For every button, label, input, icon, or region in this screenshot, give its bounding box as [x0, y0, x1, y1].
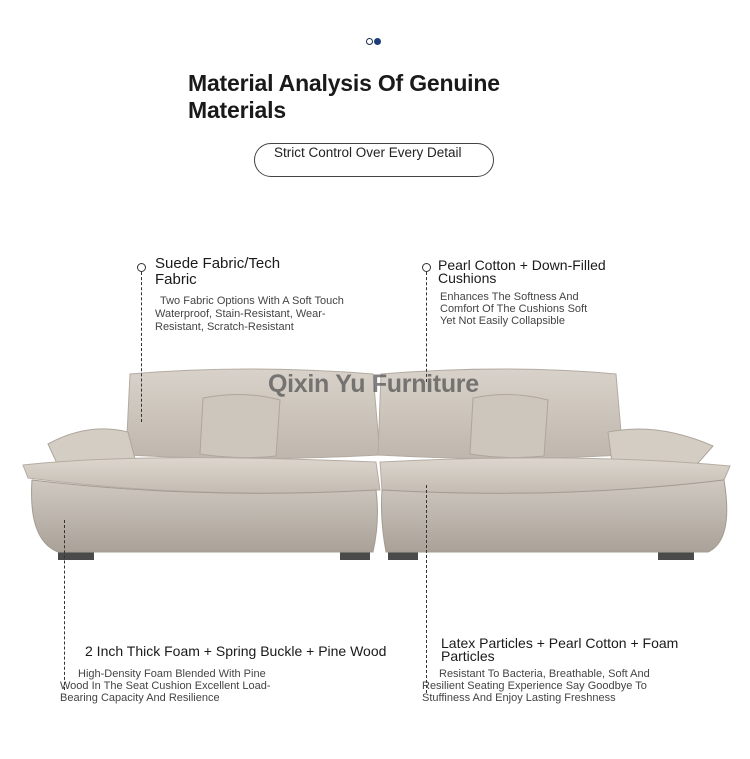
feature-title-3: 2 Inch Thick Foam + Spring Buckle + Pine Wood [85, 643, 387, 659]
pagination-dot-inactive[interactable] [366, 38, 373, 45]
pagination-dots[interactable] [366, 37, 384, 47]
feature-desc-2: Enhances The Softness And Comfort Of The Cushions Soft Yet Not Easily Collapsible [440, 291, 588, 327]
feature-line-1 [141, 272, 142, 422]
feature-desc-3: High-Density Foam Blended With Pine Wood In The Seat Cushion Excellent Load-Bearing Capacity And Resilience [60, 668, 271, 704]
brand-watermark: Qixin Yu Furniture [268, 370, 479, 398]
feature-title-1: Suede Fabric/Tech Fabric [155, 255, 281, 288]
feature-pin-1 [137, 263, 146, 272]
feature-desc-4: Resistant To Bacteria, Breathable, Soft And Resilient Seating Experience Say Goodbye To Stuffiness And Enjoy Lasting Freshness [422, 668, 650, 704]
feature-pin-2 [422, 263, 431, 272]
feature-line-3 [64, 520, 65, 690]
pagination-dot-active[interactable] [374, 38, 381, 45]
feature-desc-1: Two Fabric Options With A Soft Touch Waterproof, Stain-Resistant, Wear-Resistant, Scratch-Resistant [155, 295, 344, 333]
page-title: Material Analysis Of Genuine Materials [188, 70, 500, 123]
subtitle-pill [254, 143, 494, 177]
feature-line-4 [426, 485, 427, 693]
feature-title-4: Latex Particles + Pearl Cotton + Foam Particles [441, 635, 679, 664]
feature-line-2 [426, 272, 427, 382]
subtitle-text: Strict Control Over Every Detail [274, 145, 462, 160]
feature-title-2: Pearl Cotton + Down-Filled Cushions [438, 257, 606, 286]
